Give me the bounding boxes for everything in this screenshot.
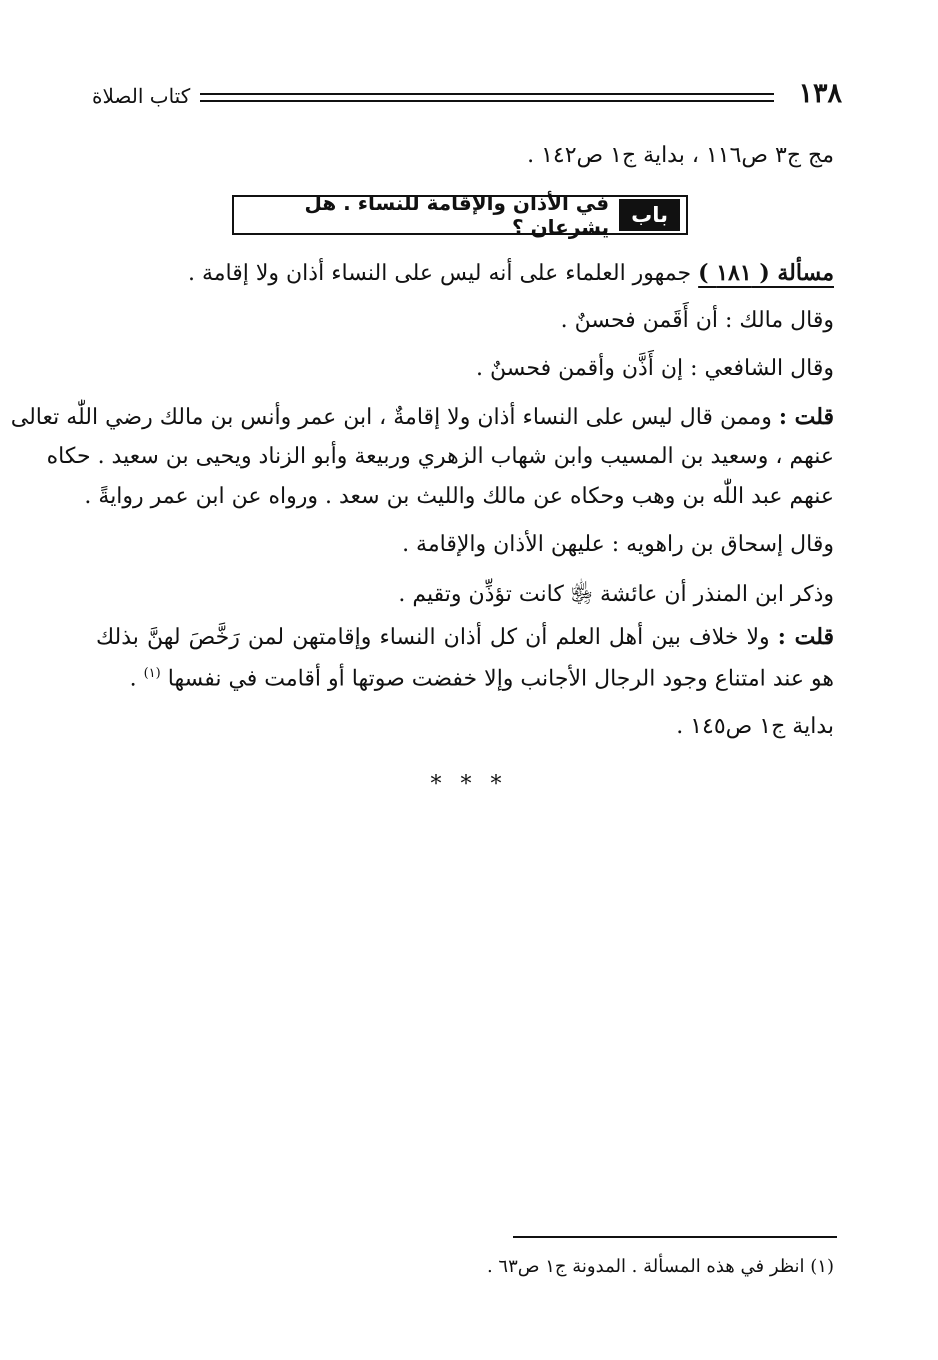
masala-text: جمهور العلماء على أنه ليس على النساء أذان ولا إقامة . bbox=[187, 261, 699, 286]
reference-line-top: مج ج٣ ص١١٦ ، بداية ج١ ص١٤٢ . bbox=[527, 143, 834, 168]
chapter-title: في الأذان والإقامة للنساء . هل يشرعان ؟ bbox=[304, 191, 610, 239]
qultu2-text-2: هو عند امتناع وجود الرجال الأجانب وإلا خفضت صوتها أو أقامت في نفسها bbox=[167, 666, 834, 692]
page-number: ١٣٨ bbox=[798, 78, 842, 109]
qultu1-line-2: عنهم ، وسعيد بن المسيب وابن شهاب الزهري وربيعة وأبو الزناد ويحيى بن سعيد . حكاه bbox=[46, 444, 834, 469]
masala-label: مسألة ( ١٨١ ) bbox=[698, 260, 834, 286]
section-separator: * * * bbox=[430, 772, 508, 797]
book-title: كتاب الصلاة bbox=[92, 84, 191, 108]
ishaq-statement: وقال إسحاق بن راهويه : عليهن الأذان والإقامة . bbox=[402, 532, 834, 557]
malik-statement: وقال مالك : أن أَقَمن فحسنٌ . bbox=[560, 308, 834, 333]
mundhir-statement: وذكر ابن المنذر أن عائشة ﵂ كانت تؤذِّن وتقيم . bbox=[398, 582, 834, 607]
footnote: (١) انظر في هذه المسألة . المدونة ج١ ص٦٣ . bbox=[486, 1256, 834, 1277]
qultu2-end: . bbox=[129, 666, 144, 692]
footnote-rule bbox=[513, 1236, 837, 1238]
shafii-statement: وقال الشافعي : إن أَذَّن وأقمن فحسنٌ . bbox=[476, 356, 834, 381]
masala-paragraph bbox=[96, 260, 834, 286]
qultu2-text-1: ولا خلاف بين أهل العلم أن كل أذان النساء وإقامتهن لمن رَخَّصَ لهنَّ بذلك bbox=[96, 625, 778, 650]
qultu2-line-1 bbox=[96, 624, 834, 650]
qultu-label: قلت : bbox=[778, 404, 834, 430]
header-double-rule bbox=[200, 93, 774, 102]
chapter-heading-box bbox=[232, 191, 688, 239]
chapter-tag: باب bbox=[619, 199, 680, 231]
qultu1-text-1: وممن قال ليس على النساء أذان ولا إقامةٌ ، ابن عمر وأنس بن مالك رضي اللّٰه تعالى bbox=[10, 405, 779, 430]
qultu-label-2: قلت : bbox=[777, 624, 835, 650]
qultu1-line-1 bbox=[10, 404, 834, 430]
running-header bbox=[92, 78, 842, 122]
footnote-marker[interactable]: (١) bbox=[143, 666, 161, 681]
qultu2-line-2 bbox=[96, 666, 834, 691]
qultu1-line-3: عنهم عبد اللّٰه بن وهب وحكاه عن مالك والليث بن سعد . ورواه عن ابن عمر روايةً . bbox=[84, 484, 834, 509]
reference-line-bottom: بداية ج١ ص١٤٥ . bbox=[676, 714, 834, 739]
